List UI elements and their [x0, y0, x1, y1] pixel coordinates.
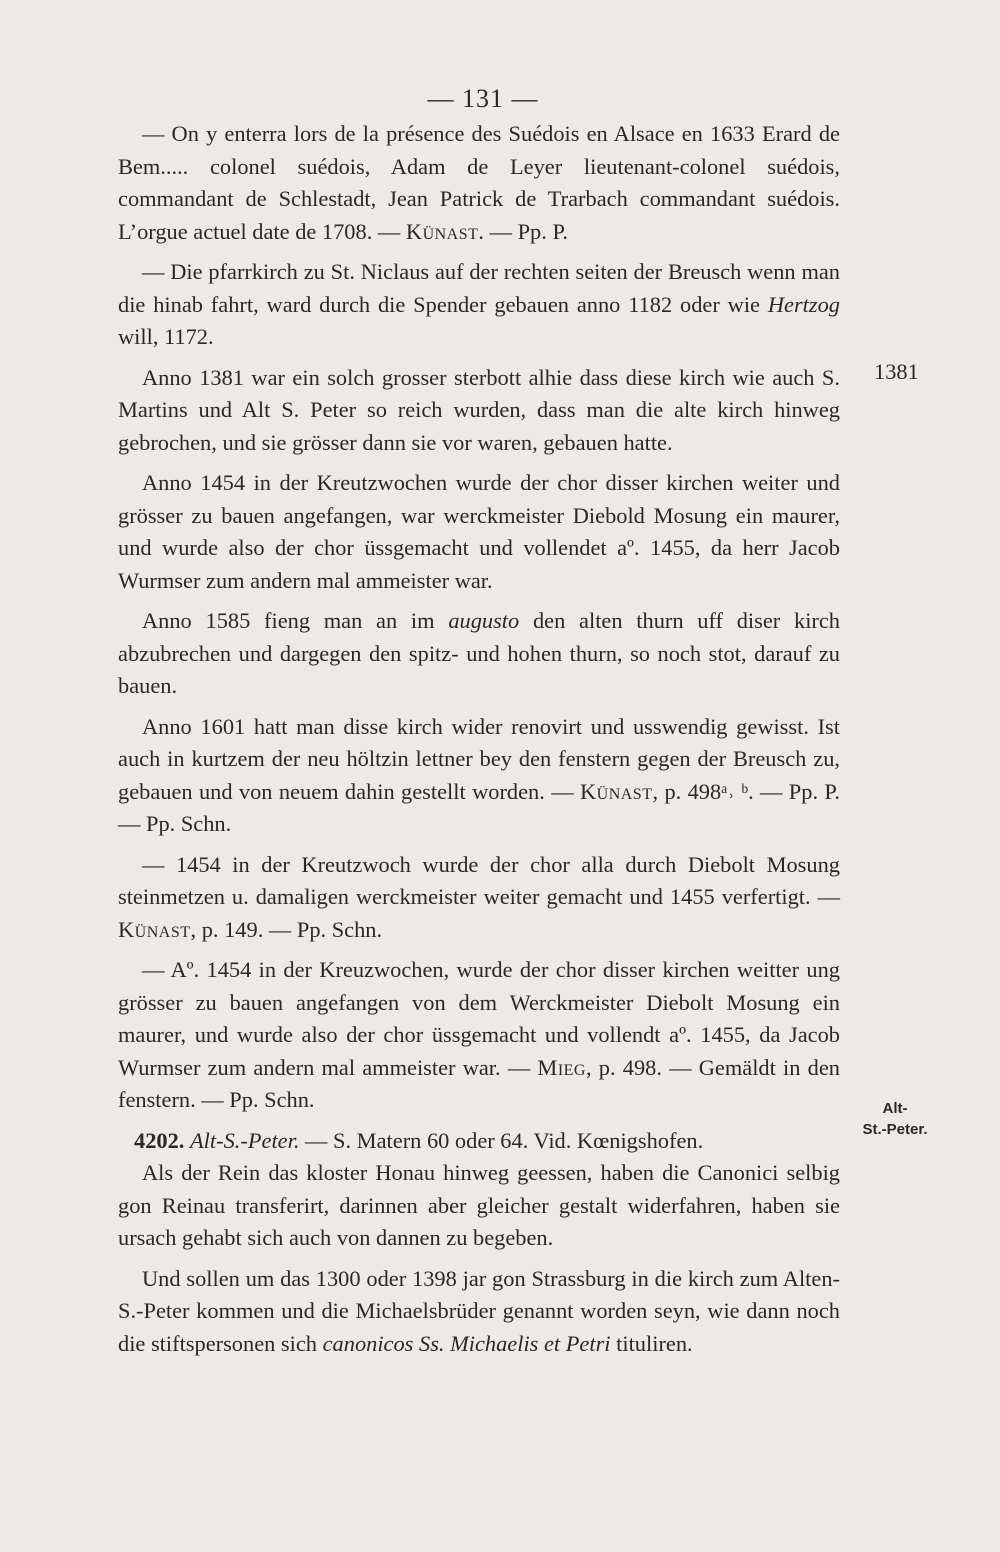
paragraph-anno-1585 [118, 605, 840, 703]
entry-title: Alt-S.-Peter. [190, 1127, 300, 1153]
text-run: , p. 149. — Pp. Schn. [190, 916, 383, 942]
italic-phrase: canonicos Ss. Michaelis et Petri [322, 1330, 611, 1356]
margin-label-line: St.-Peter. [862, 1121, 928, 1138]
paragraph-on-y-enterra [118, 118, 840, 248]
margin-label-line: Alt- [882, 1100, 908, 1117]
margin-note-label [855, 1098, 935, 1140]
text-run: Anno 1585 fieng man an im [142, 608, 435, 633]
paragraph-anno-1381 [118, 362, 840, 460]
text-run: — S. Matern 60 oder 64. Vid. Kœnigshofen. [305, 1127, 704, 1153]
text-run: , p. 498. — Gemäldt in den fenstern. — Pp. Schn. [118, 1054, 840, 1112]
paragraph-die-pfarrkirch [118, 256, 840, 354]
text-run: Als der Rein das kloster Honau hinweg geessen, haben die Canonici selbig gon Reinau transferirt, darinnen aber gleicher gestalt widerfahren, haben sie ursach gehabt sich auch von dannen zu begeben. [118, 1160, 840, 1250]
margin-note-year: 1381 [874, 359, 919, 384]
italic-word: augusto [448, 608, 520, 633]
text-run: . — Pp. P. [478, 218, 569, 244]
paragraph-1454-kreutzwoch [118, 849, 840, 947]
author-citation: Künast [118, 916, 191, 942]
text-run: Anno 1381 war ein solch grosser sterbott alhie dass diese kirch wie auch S. Martins und Alt S. Peter so reich wurden, dass man die alte kirch hinweg gebrochen, und sie grösser dann sie vor waren, gebauen hatte. [118, 364, 840, 455]
paragraph-als-der-rein [118, 1157, 840, 1255]
paragraph-anno-1601 [118, 711, 840, 841]
text-run: Anno 1601 hatt man disse kirch wider renovirt und usswendig gewisst. Ist auch in kurtzem der neu höltzin lettner bey den fenstern gegen der Breusch zu, gebauen und von neuem dahin gestellt worden. — [118, 713, 840, 804]
entry-heading [118, 1125, 840, 1158]
text-run: — On y enterra lors de la présence des Suédois en Alsace en 1633 Erard de Bem..... colonel suédois, Adam de Leyer lieutenant-colonel suédois, commandant de Schlestadt, Jean Patrick de Trarbach commandant suédois. L’orgue actuel date de 1708. — [118, 121, 840, 244]
paragraph-anno-1454 [118, 467, 840, 597]
author-citation: Künast [579, 778, 653, 804]
paragraph-ao-1454 [118, 954, 840, 1117]
text-run: Und sollen um das 1300 oder 1398 jar gon Strassburg in die kirch zum Alten-S.-Peter kommen und die Michaelsbrüder genannt worden seyn, wie dann noch die stiftspersonen sich [118, 1265, 840, 1356]
italic-reference: Hertzog [767, 291, 840, 317]
paragraph-und-sollen [118, 1263, 840, 1361]
text-run: — Aº. 1454 in der Kreuzwochen, wurde der chor disser kirchen weitter ung grösser zu bauen angefangen von dem Werckmeister Diebolt Mosung ein maurer, und wurde also der chor üssgemacht und vollendt aº. 1455, da Jacob Wurmser zum andern mal ammeister war. — [118, 957, 840, 1080]
text-run: Anno 1454 in der Kreutzwochen wurde der chor disser kirchen weiter und grösser zu bauen angefangen, war werckmeister Diebold Mosung ein maurer, und wurde also der chor üssgemacht und vollendet aº. 1455, da herr Jacob Wurmser zum andern mal ammeister war. [118, 470, 840, 593]
text-run: tituliren. [616, 1330, 693, 1356]
text-run: den alten thurn uff diser kirch abzubrechen und dargegen den spitz- und hohen thurn, so noch stot, darauf zu bauen. [118, 608, 841, 698]
page-number: — 131 — [427, 84, 539, 113]
text-run: , p. 498ᵃ˒ ᵇ. — Pp. P. — Pp. Schn. [118, 778, 840, 836]
main-text [118, 118, 840, 1368]
author-citation: Mieg [537, 1054, 586, 1080]
text-run: — 1454 in der Kreutzwoch wurde der chor alla durch Diebolt Mosung steinmetzen u. damaligen werckmeister weiter gemacht und 1455 verfertigt. — [118, 851, 840, 909]
text-run: will, 1172. [118, 324, 214, 349]
entry-number: 4202. [134, 1127, 185, 1153]
author-citation: Künast [405, 218, 479, 244]
text-run: — Die pfarrkirch zu St. Niclaus auf der rechten seiten der Breusch wenn man die hinab fahrt, ward durch die Spender gebauen anno 1182 oder wie [118, 259, 840, 317]
